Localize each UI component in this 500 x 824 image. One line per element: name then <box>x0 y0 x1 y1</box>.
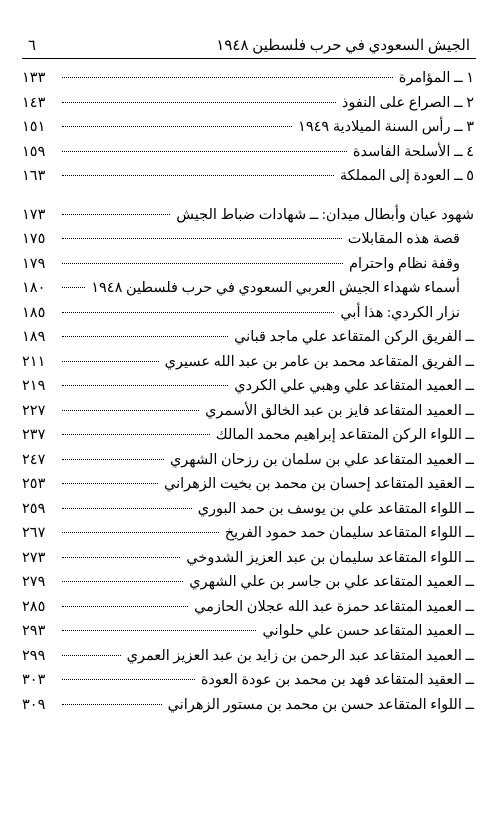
dot-leader <box>62 385 228 386</box>
toc-entry-page: ٢٥٣ <box>22 476 46 492</box>
toc-entry <box>22 623 474 648</box>
header-title: الجيش السعودي في حرب فلسطين ١٩٤٨ <box>216 38 470 54</box>
toc-entry-title: ــ العميد المتقاعد علي بن سلمان بن رزحان الشهري <box>169 451 474 468</box>
toc-entry-title: ــ اللواء الركن المتقاعد إبراهيم محمد المالك <box>215 427 474 443</box>
toc-entry-title: قصة هذه المقابلات <box>347 231 460 247</box>
toc-entry-title: ٤ ــ الأسلحة الفاسدة <box>352 143 474 160</box>
toc-entry-page: ٣٠٣ <box>22 672 46 688</box>
toc-entry <box>22 305 474 330</box>
toc-entry <box>22 697 474 722</box>
toc-entry-title: ــ الفريق الركن المتقاعد علي ماجد قباني <box>234 329 474 345</box>
toc-entry-title: ــ العقيد المتقاعد فهد بن محمد بن عودة العودة <box>200 672 474 688</box>
running-header <box>22 36 476 59</box>
toc-entry-page: ٢١١ <box>22 353 46 370</box>
dot-leader <box>62 508 192 509</box>
toc-entry <box>22 550 474 575</box>
dot-leader <box>62 175 334 176</box>
toc-entry <box>22 452 474 477</box>
toc-entry-page: ١٧٩ <box>22 255 46 272</box>
toc-entry <box>22 144 474 169</box>
toc-entry <box>22 525 474 550</box>
dot-leader <box>62 410 199 411</box>
toc-entry-page: ١٧٥ <box>22 231 46 247</box>
toc-entry-page: ٢٤٧ <box>22 451 46 468</box>
toc-entry-title: ــ العميد المتقاعد علي بن جاسر بن علي الشهري <box>189 574 474 590</box>
toc-entry-title: ــ العميد المتقاعد حسن علي حلواني <box>262 623 474 639</box>
toc-entry-title: ــ العميد المتقاعد علي وهبي علي الكردي <box>234 378 474 394</box>
toc-entry-title: وقفة نظام واحترام <box>349 255 460 272</box>
toc-entry-page: ١٨٠ <box>22 280 46 296</box>
dot-leader <box>62 557 180 558</box>
dot-leader <box>62 336 228 337</box>
toc-entry <box>22 672 474 697</box>
dot-leader <box>62 581 183 582</box>
toc-entry-page: ١٣٣ <box>22 70 46 86</box>
dot-leader <box>62 287 85 288</box>
toc-entry-page: ٢٣٧ <box>22 427 46 443</box>
toc-entry-title: ــ العميد المتقاعد عبد الرحمن بن زايد بن عبد العزيز العمري <box>126 647 474 664</box>
dot-leader <box>62 483 158 484</box>
toc-entry <box>22 280 474 305</box>
toc-entry <box>22 476 474 501</box>
toc-entry <box>22 168 474 193</box>
toc-entry-page: ٢٥٩ <box>22 500 46 517</box>
toc-entry-title: نزار الكردي: هذا أبي <box>340 304 460 321</box>
toc-entry-page: ١٥١ <box>22 119 46 135</box>
toc-entry <box>22 70 474 95</box>
toc-entry-title: ٣ ــ رأس السنة الميلادية ١٩٤٩ <box>298 119 474 135</box>
toc-entry-page: ٢١٩ <box>22 378 46 394</box>
toc-entry-page: ٢٢٧ <box>22 402 46 419</box>
toc-entry <box>22 574 474 599</box>
dot-leader <box>62 704 162 705</box>
toc-entry <box>22 378 474 403</box>
toc-entry-title: ــ اللواء المتقاعد سليمان حمد حمود الفريخ <box>224 525 474 541</box>
dot-leader <box>62 630 256 631</box>
dot-leader <box>62 679 195 680</box>
dot-leader <box>62 434 210 435</box>
dot-leader <box>62 361 159 362</box>
dot-leader <box>62 238 342 239</box>
toc-entry <box>22 119 474 144</box>
toc-entry-page: ٢٦٧ <box>22 525 46 541</box>
dot-leader <box>62 655 121 656</box>
toc-entry <box>22 501 474 526</box>
toc-entry-page: ٢٩٩ <box>22 647 46 664</box>
toc-entry-page: ٢٧٩ <box>22 574 46 590</box>
toc-entry-page: ١٨٥ <box>22 304 46 321</box>
toc-entry <box>22 648 474 673</box>
toc-entry-page: ١٦٣ <box>22 168 46 184</box>
dot-leader <box>62 532 219 533</box>
toc-entry-page: ٢٩٣ <box>22 623 46 639</box>
toc-entry-page: ١٥٩ <box>22 143 46 160</box>
toc-entry <box>22 231 474 256</box>
dot-leader <box>62 151 347 152</box>
toc-entry-title: ــ اللواء المتقاعد علي بن يوسف بن حمد البوري <box>197 500 474 517</box>
toc-entry <box>22 403 474 428</box>
toc-entry-title: أسماء شهداء الجيش العربي السعودي في حرب فلسطين ١٩٤٨ <box>91 280 460 296</box>
dot-leader <box>62 77 393 78</box>
toc-entry-title: ــ العميد المتقاعد فايز بن عبد الخالق الأسمري <box>205 402 474 419</box>
toc-entry <box>22 427 474 452</box>
toc-entry-title: ٥ ــ العودة إلى المملكة <box>339 168 474 184</box>
dot-leader <box>62 102 336 103</box>
toc-entry <box>22 256 474 281</box>
toc-entry-title: ــ اللواء المتقاعد حسن بن محمد بن مستور الزهراني <box>167 696 474 713</box>
toc-entry-page: ١٧٣ <box>22 206 46 223</box>
toc-entry-title: ــ العقيد المتقاعد إحسان بن محمد بن بخيت الزهراني <box>164 476 474 492</box>
toc-entry <box>22 354 474 379</box>
dot-leader <box>62 126 292 127</box>
dot-leader <box>62 312 334 313</box>
dot-leader <box>62 214 170 215</box>
toc-entry-title: ــ اللواء المتقاعد سليمان بن عبد العزيز الشدوخي <box>186 549 474 566</box>
toc-entry-page: ١٤٣ <box>22 94 46 111</box>
toc-entry <box>22 207 474 232</box>
toc-entry <box>22 329 474 354</box>
dot-leader <box>62 459 164 460</box>
page-number: ٦ <box>28 38 37 54</box>
dot-leader <box>62 606 188 607</box>
toc-entry-title: ٢ ــ الصراع على النفوذ <box>341 94 474 111</box>
dot-leader <box>62 263 343 264</box>
toc-entry-page: ١٨٩ <box>22 329 46 345</box>
toc-entry-title: ــ الفريق المتقاعد محمد بن عامر بن عبد الله عسيري <box>164 353 474 370</box>
toc-entry-page: ٢٧٣ <box>22 549 46 566</box>
toc-entry-page: ٢٨٥ <box>22 598 46 615</box>
toc-entry-title: ــ العميد المتقاعد حمزة عبد الله عجلان الحازمي <box>194 598 474 615</box>
toc-entry-title: شهود عيان وأبطال ميدان: ــ شهادات ضباط الجيش <box>176 206 474 223</box>
toc-entry <box>22 599 474 624</box>
toc-entry-page: ٣٠٩ <box>22 696 46 713</box>
toc-entry-title: ١ ــ المؤامرة <box>398 70 474 86</box>
toc-entry <box>22 95 474 120</box>
table-of-contents <box>22 70 474 721</box>
